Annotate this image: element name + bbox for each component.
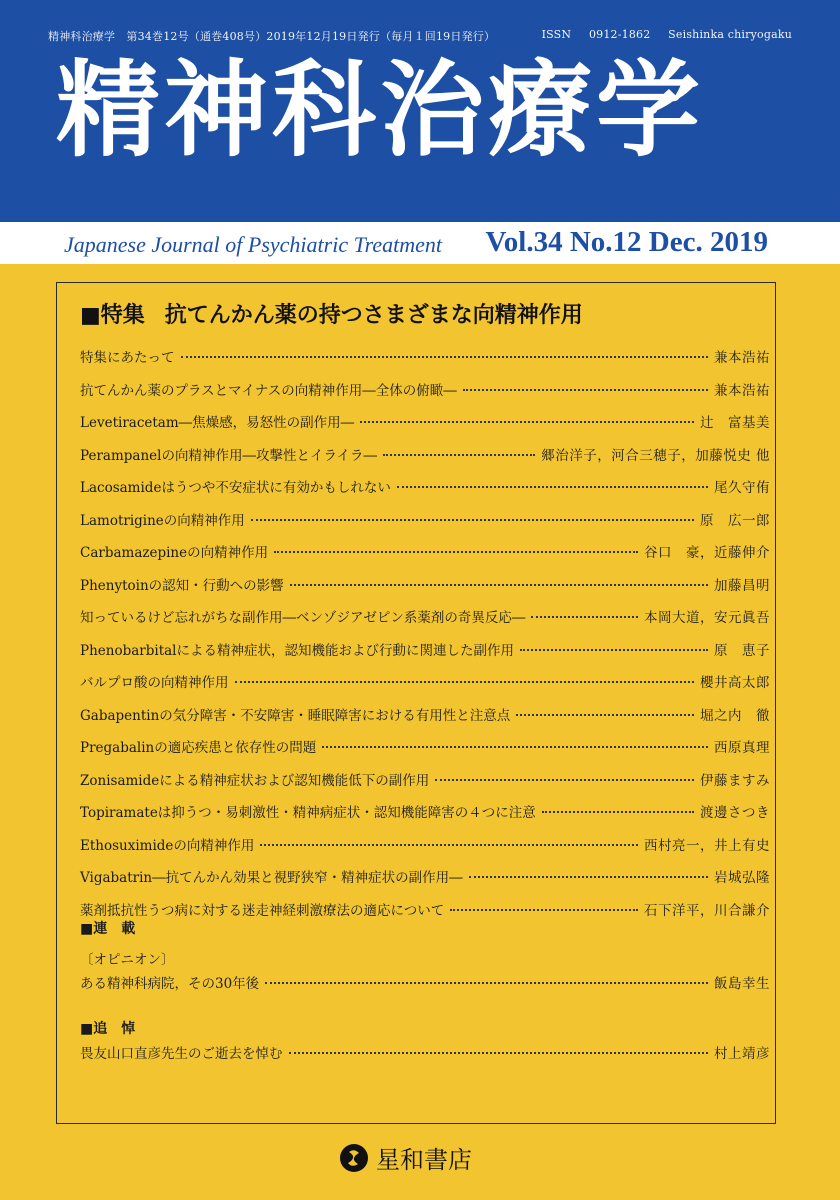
english-title: Japanese Journal of Psychiatric Treatment bbox=[64, 232, 443, 257]
leader-dots bbox=[516, 714, 694, 716]
leader-dots bbox=[360, 421, 694, 423]
entry-title: 畏友山口直彦先生のご逝去を悼む bbox=[80, 1046, 283, 1062]
publisher-logo-icon bbox=[340, 1144, 368, 1172]
toc-entry[interactable] bbox=[80, 801, 770, 834]
feature-heading bbox=[80, 298, 583, 329]
romaji-title: Seishinka chiryogaku bbox=[668, 28, 792, 41]
entry-author: 石下洋平，川合謙介 bbox=[644, 902, 770, 919]
toc-entry[interactable] bbox=[80, 541, 770, 574]
entry-title: Topiramateは抑うつ・易刺激性・精神病症状・認知機能障害の４つに注意 bbox=[80, 805, 536, 821]
serial-heading: ■連 載 bbox=[80, 921, 136, 937]
entry-author: 西村亮一，井上有史 bbox=[644, 837, 770, 854]
toc-entry[interactable] bbox=[80, 444, 770, 477]
entry-author: 辻 富基美 bbox=[700, 415, 770, 431]
meta-line bbox=[48, 28, 792, 44]
leader-dots bbox=[289, 1052, 709, 1054]
entry-title: バルプロ酸の向精神作用 bbox=[80, 675, 229, 691]
feature-toc bbox=[80, 346, 770, 931]
entry-author: 村上靖彦 bbox=[714, 1046, 770, 1062]
leader-dots bbox=[397, 486, 708, 488]
entry-author: 櫻井高太郎 bbox=[700, 675, 770, 691]
toc-entry[interactable] bbox=[80, 606, 770, 639]
entry-author: 加藤昌明 bbox=[714, 577, 770, 594]
publisher-name: 星和書店 bbox=[376, 1146, 472, 1174]
serial-entry[interactable] bbox=[80, 972, 770, 1005]
entry-author: 西原真理 bbox=[714, 740, 770, 756]
entry-title: Vigabatrin―抗てんかん効果と視野狭窄・精神症状の副作用― bbox=[80, 870, 463, 886]
leader-dots bbox=[469, 876, 708, 878]
entry-title: Levetiracetam―焦燥感，易怒性の副作用― bbox=[80, 415, 355, 431]
leader-dots bbox=[260, 844, 638, 846]
toc-entry[interactable] bbox=[80, 899, 770, 932]
leader-dots bbox=[520, 649, 708, 651]
toc-entry[interactable] bbox=[80, 346, 770, 379]
entry-author: 伊藤ますみ bbox=[700, 772, 770, 789]
leader-dots bbox=[290, 584, 708, 586]
entry-author: 岩城弘隆 bbox=[714, 870, 770, 886]
entry-title: 抗てんかん薬のプラスとマイナスの向精神作用―全体の俯瞰― bbox=[80, 382, 457, 399]
journal-title: 精神科治療学 bbox=[56, 49, 705, 171]
issue-meta: 精神科治療学 第34巻12号（通巻408号）2019年12月19日発行（毎月１回19日発行） bbox=[48, 30, 496, 43]
toc-entry[interactable] bbox=[80, 379, 770, 412]
entry-title: Perampanelの向精神作用―攻撃性とイライラ― bbox=[80, 447, 378, 464]
entry-author: 本岡大道，安元眞吾 bbox=[644, 610, 770, 626]
toc-entry[interactable] bbox=[80, 574, 770, 607]
entry-author: 尾久守侑 bbox=[714, 480, 770, 496]
entry-title: ある精神科病院，その30年後 bbox=[80, 976, 260, 992]
toc-entry[interactable] bbox=[80, 509, 770, 542]
leader-dots bbox=[251, 519, 694, 521]
memorial-entry[interactable] bbox=[80, 1042, 770, 1075]
opinion-label: 〔オピニオン〕 bbox=[80, 952, 175, 968]
volume-issue: Vol.34 No.12 Dec. 2019 bbox=[485, 226, 768, 258]
feature-label: ■特集 bbox=[80, 303, 145, 328]
entry-author: 谷口 豪，近藤伸介 bbox=[644, 545, 770, 561]
leader-dots bbox=[322, 746, 708, 748]
entry-title: Pregabalinの適応疾患と依存性の問題 bbox=[80, 740, 317, 756]
toc-entry[interactable] bbox=[80, 639, 770, 672]
toc-entry[interactable] bbox=[80, 736, 770, 769]
memorial-heading: ■追 悼 bbox=[80, 1021, 136, 1037]
entry-title: 知っているけど忘れがちな副作用―ベンゾジアゼピン系薬剤の奇異反応― bbox=[80, 610, 526, 626]
entry-title: 薬剤抵抗性うつ病に対する迷走神経刺激療法の適応について bbox=[80, 902, 445, 919]
entry-author: 兼本浩祐 bbox=[714, 382, 770, 399]
leader-dots bbox=[383, 454, 535, 456]
entry-author: 原 広一郎 bbox=[700, 512, 770, 529]
entry-title: Phenobarbitalによる精神症状，認知機能および行動に関連した副作用 bbox=[80, 642, 514, 659]
leader-dots bbox=[181, 356, 709, 358]
entry-author: 郷治洋子，河合三穂子，加藤悦史 他 bbox=[541, 447, 770, 464]
entry-author: 渡邊さつき bbox=[700, 805, 770, 821]
entry-author: 原 恵子 bbox=[714, 642, 770, 659]
toc-entry[interactable] bbox=[80, 834, 770, 867]
leader-dots bbox=[265, 982, 708, 984]
entry-title: Lacosamideはうつや不安症状に有効かもしれない bbox=[80, 480, 391, 496]
entry-author: 堀之内 徹 bbox=[700, 707, 770, 724]
entry-title: 特集にあたって bbox=[80, 350, 175, 366]
leader-dots bbox=[463, 389, 708, 391]
feature-theme: 抗てんかん薬の持つさまざまな向精神作用 bbox=[164, 303, 583, 328]
toc-entry[interactable] bbox=[80, 671, 770, 704]
entry-author: 兼本浩祐 bbox=[714, 350, 770, 366]
issn-block bbox=[528, 28, 792, 44]
toc-entry[interactable] bbox=[80, 411, 770, 444]
leader-dots bbox=[531, 616, 638, 618]
leader-dots bbox=[542, 811, 694, 813]
entry-author: 飯島幸生 bbox=[714, 976, 770, 992]
leader-dots bbox=[450, 909, 638, 911]
entry-title: Phenytoinの認知・行動への影響 bbox=[80, 577, 284, 594]
toc-entry[interactable] bbox=[80, 866, 770, 899]
leader-dots bbox=[274, 551, 638, 553]
entry-title: Ethosuximideの向精神作用 bbox=[80, 837, 255, 854]
entry-title: Lamotrigineの向精神作用 bbox=[80, 512, 245, 529]
leader-dots bbox=[435, 779, 694, 781]
leader-dots bbox=[235, 681, 695, 683]
entry-title: Carbamazepineの向精神作用 bbox=[80, 545, 269, 561]
publisher bbox=[340, 1140, 472, 1175]
toc-entry[interactable] bbox=[80, 769, 770, 802]
issn-label: ISSN bbox=[541, 28, 572, 41]
issn-number: 0912-1862 bbox=[588, 28, 651, 41]
entry-title: Zonisamideによる精神症状および認知機能低下の副作用 bbox=[80, 772, 430, 789]
toc-entry[interactable] bbox=[80, 704, 770, 737]
toc-entry[interactable] bbox=[80, 476, 770, 509]
entry-title: Gabapentinの気分障害・不安障害・睡眠障害における有用性と注意点 bbox=[80, 707, 511, 724]
